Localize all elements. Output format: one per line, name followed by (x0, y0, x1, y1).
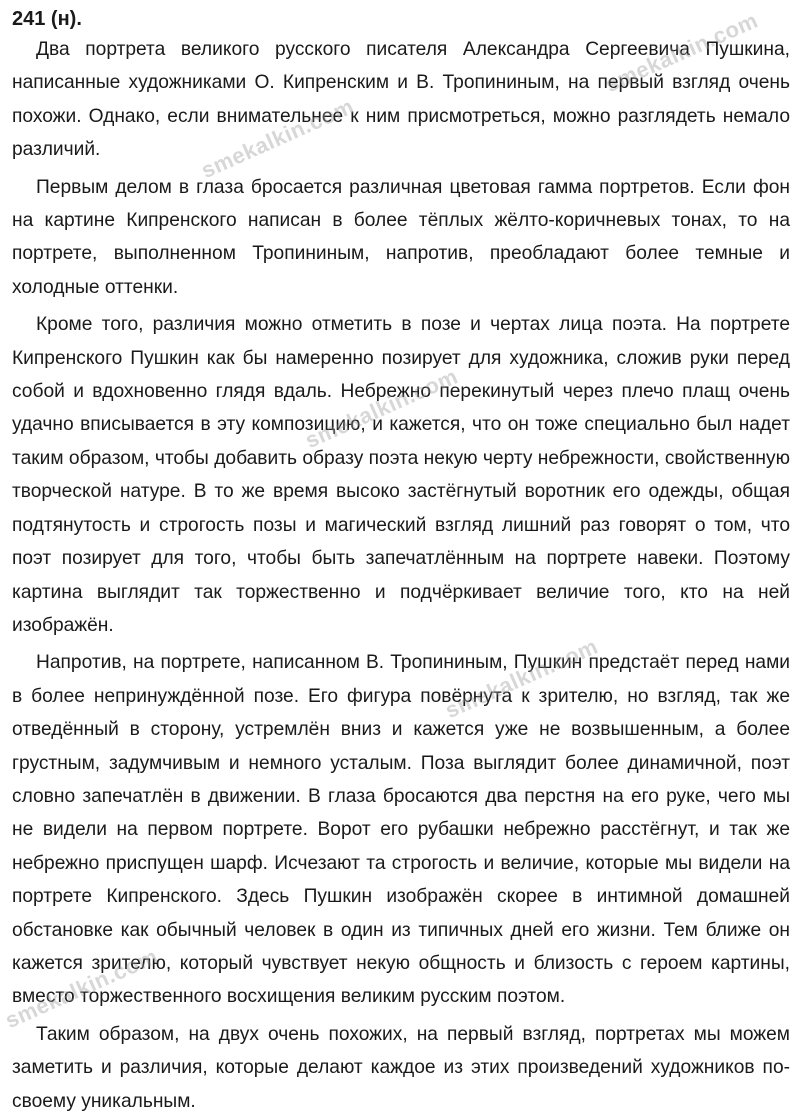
watermark: smekalkin.com (197, 93, 358, 184)
paragraph-4: Напротив, на портрете, написанном В. Тропининым, Пушкин предстаёт перед нами в более непринуждённой позе. Его фигура повёрнута к зрителю, но взгляд, так же отведённый в сторону, устремлён вниз и кажется уже не возвышенным, а более грустным, задумчивым и немного усталым. Поза выглядит более динамичной, поэт словно запечатлён в движении. В глаза бросаются два перстня на его руке, чего мы не видели на первом портрете. Ворот его рубашки небрежно расстёгнут, и так же небрежно приспущен шарф. Исчезают та строгость и величие, которые мы видели на портрете Кипренского. Здесь Пушкин изображён скорее в интимной домашней обстановке как обычный человек в один из типичных дней его жизни. Тем ближе он кажется зрителю, который чувствует некую общность и близость с героем картины, вместо торжественного восхищения великим русским поэтом. (12, 652, 790, 1008)
watermark: smekalkin.com (301, 363, 462, 454)
watermark: smekalkin.com (1, 943, 162, 1034)
paragraph-3: Кроме того, различия можно отметить в позе и чертах лица поэта. На портрете Кипренского Пушкин как бы намеренно позирует для художника, сложив руки перед собой и вдохновенно глядя вдаль. Небрежно перекинутый через плечо плащ очень удачно вписывается в эту композицию, и кажется, что он тоже специально был надет таким образом, чтобы добавить образу поэта некую черту небрежности, свойственную творческой натуре. В то же время высоко застёгнутый воротник его одежды, общая подтянутость и строгость позы и магический взгляд лишний раз говорят о том, что поэт позирует для того, чтобы быть запечатлённым на портрете навеки. Поэтому картина выглядит так торжественно и подчёркивает величие того, кто на ней изображён. (12, 314, 790, 636)
paragraph-1: Два портрета великого русского писателя Александра Сергеевича Пушкина, написанные художниками О. Кипренским и В. Тропининым, на первый взгляд очень похожи. Однако, если внимательнее к ним присмотреться, можно разглядеть немало различий. (12, 39, 790, 161)
watermark: smekalkin.com (601, 7, 762, 98)
paragraph-5: Таким образом, на двух очень похожих, на первый взгляд, портретах мы можем заметить и различия, которые делают каждое из этих произведений художников по-своему уникальным. (12, 1023, 790, 1112)
task-number: 241 (н). (12, 8, 82, 30)
watermark: smekalkin.com (441, 633, 602, 724)
paragraph-2: Первым делом в глаза бросается различная цветовая гамма портретов. Если фон на картине Кипренского написан в более тёплых жёлто-коричневых тонах, то на портрете, выполненном Тропининым, напротив, преобладают более темные и холодные оттенки. (12, 176, 790, 298)
